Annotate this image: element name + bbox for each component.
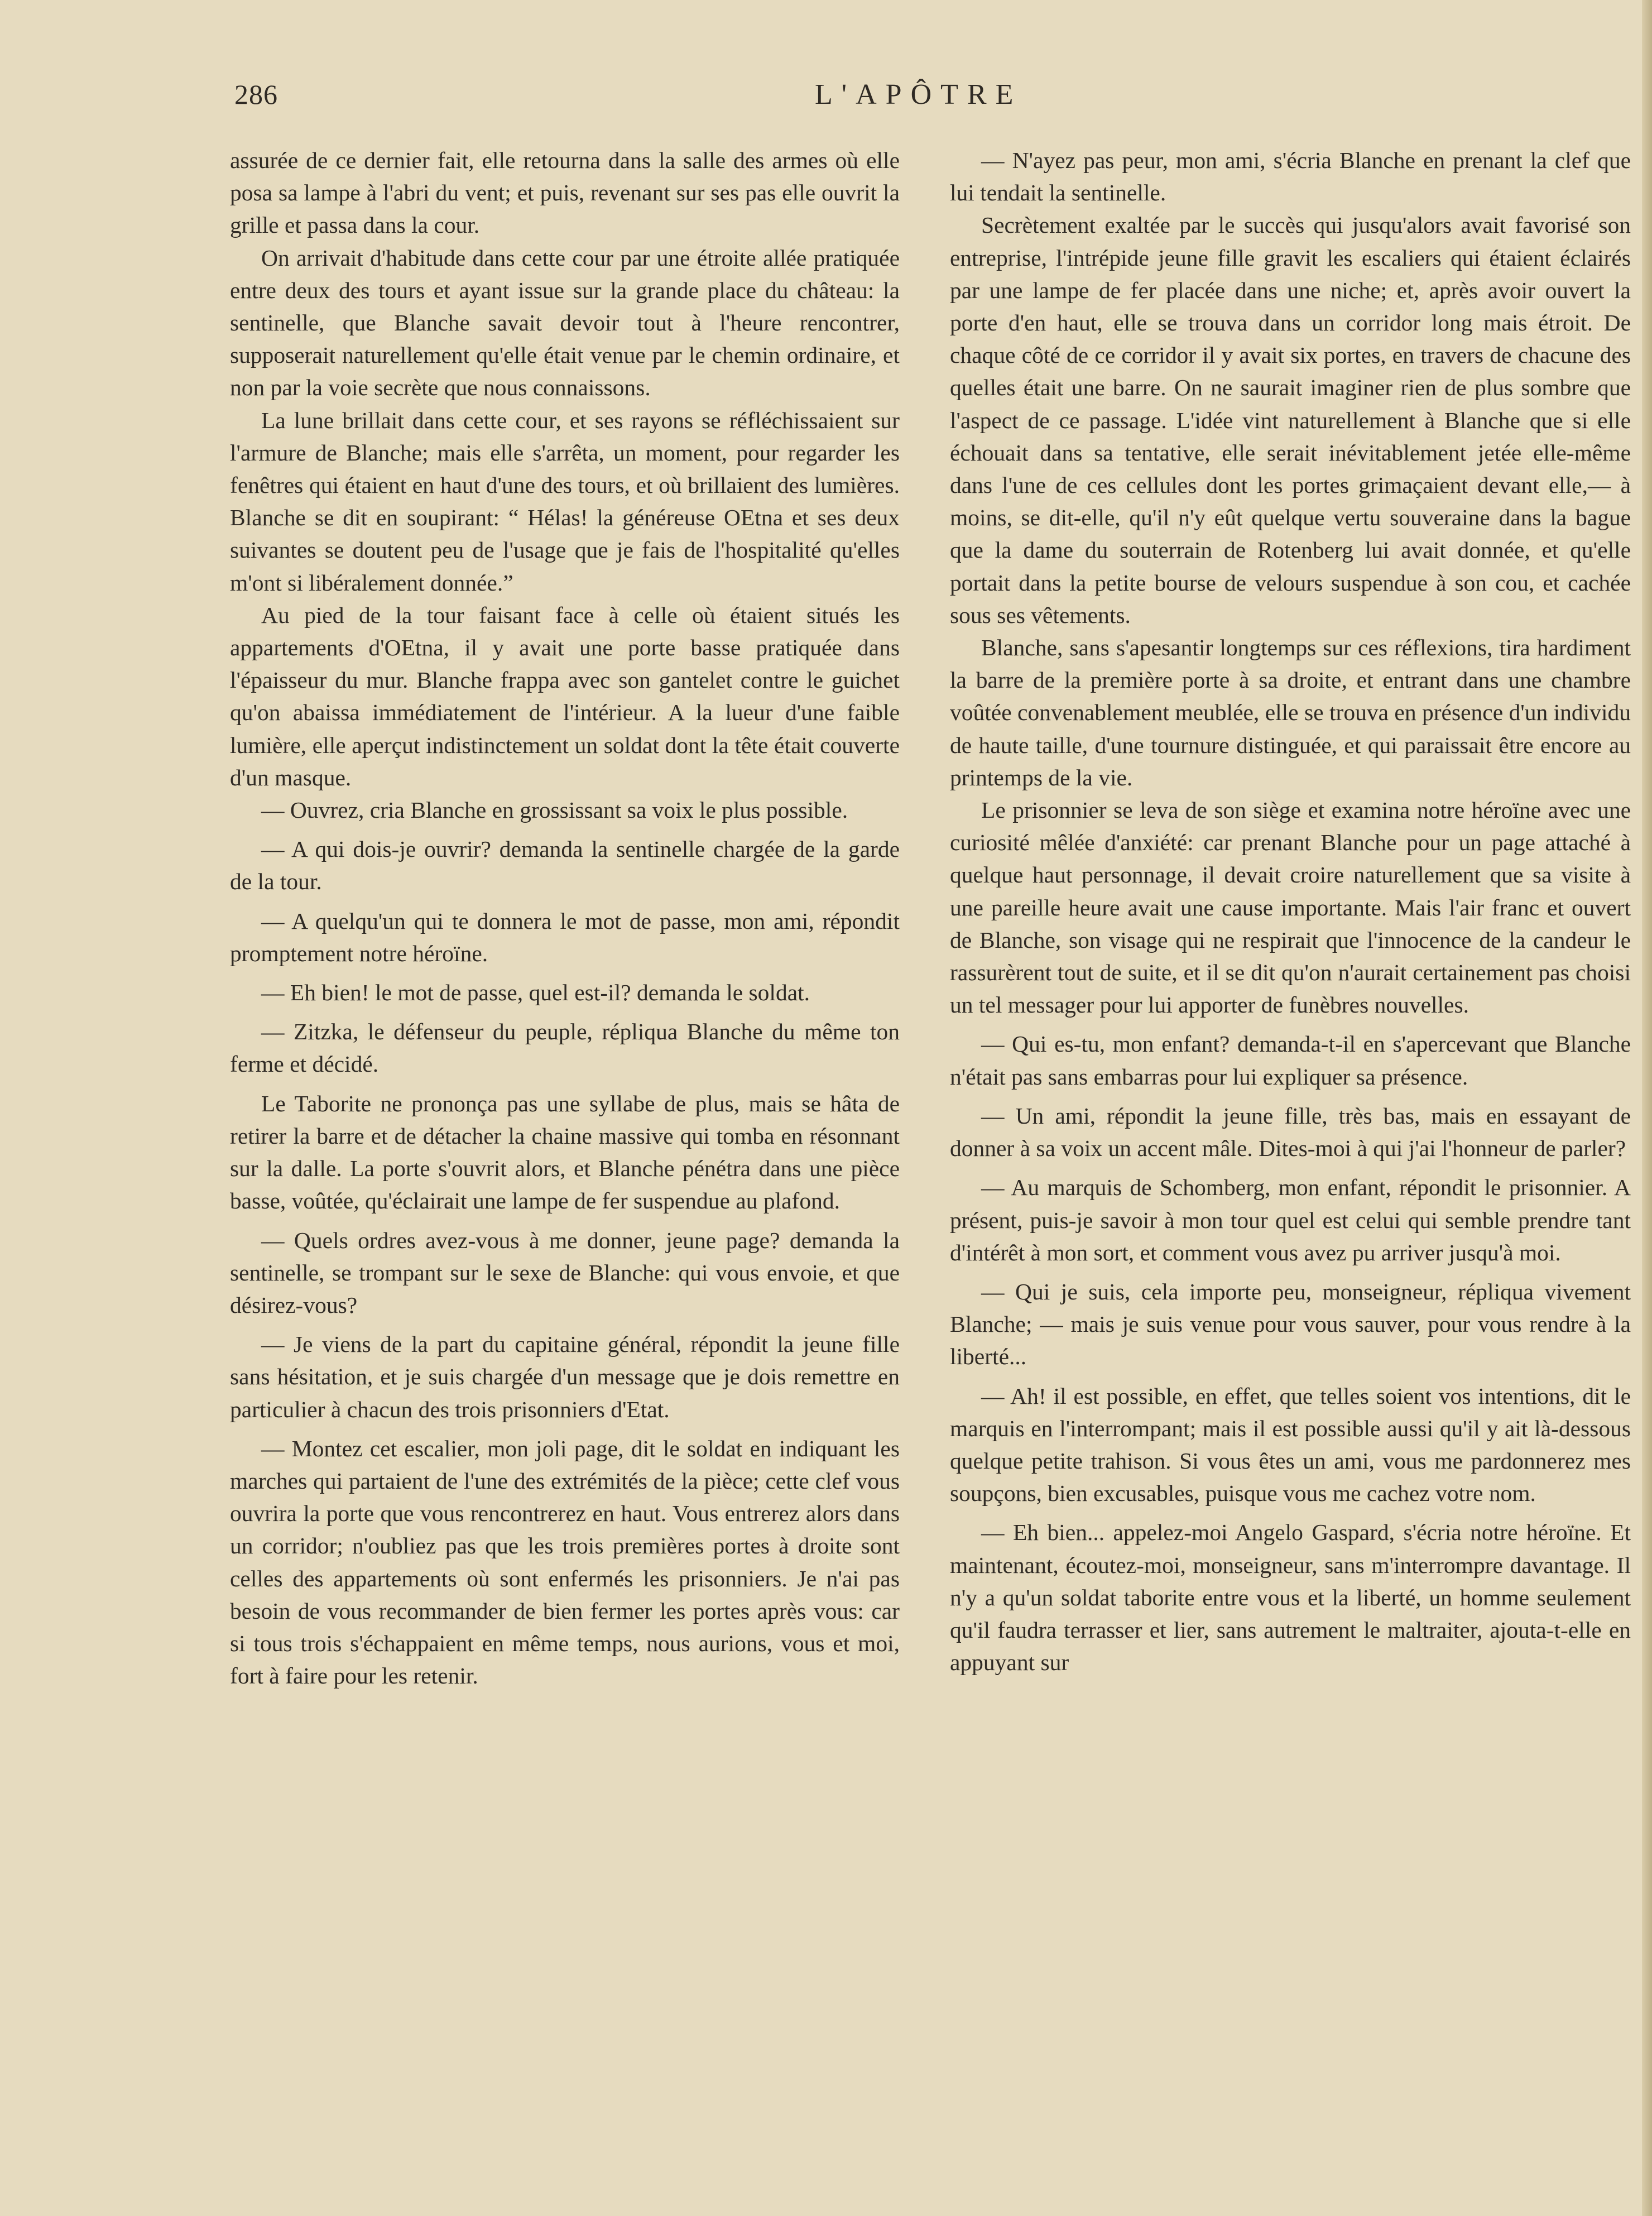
paragraph: Le Taborite ne prononça pas une syllabe de plus, mais se hâta de retirer la barre et de détacher la chaine massive qui tomba en résonnant sur la dalle. La porte s'ouvrit alors, et Blanche pénétra dans une pièce basse, voûtée, qu'éclairait une lampe de fer suspendue au plafond.	[230, 1090, 900, 1214]
paragraph: Le prisonnier se leva de son siège et examina notre héroïne avec une curiosité mêlée d'anxiété: car prenant Blanche pour un page attaché à quelque haut personnage, il devait croire naturellement que sa visite à une pareille heure avait une cause importante. Mais l'air franc et ouvert de Blanche, son visage qui ne respirait que l'innocence de la candeur le rassurèrent tout de suite, et il se dit qu'on n'aurait certainement pas choisi un tel messager pour lui apporter de funèbres nouvelles.	[950, 797, 1631, 1018]
right-column	[950, 144, 1631, 1678]
paragraph: — Eh bien! le mot de passe, quel est-il? demanda le soldat.	[261, 980, 810, 1006]
paragraph: assurée de ce dernier fait, elle retourna dans la salle des armes où elle posa sa lampe à l'abri du vent; et puis, revenant sur ses pas elle ouvrit la grille et passa dans la cour.	[230, 147, 900, 238]
paragraph: — Ah! il est possible, en effet, que telles soient vos intentions, dit le marquis en l'interrompant; mais il est possible aussi qu'il y ait là-dessous quelque petite trahison. Si vous êtes un ami, vous me pardonnerez mes soupçons, bien excusables, puisque vous me cachez votre nom.	[950, 1383, 1631, 1507]
paragraph: Blanche, sans s'apesantir longtemps sur ces réflexions, tira hardiment la barre de la première porte à sa droite, et entrant dans une chambre voûtée convenablement meublée, elle se trouva en présence d'un individu de haute taille, d'une tournure distinguée, et qui paraissait être encore au printemps de la vie.	[950, 635, 1631, 790]
paragraph: — Au marquis de Schomberg, mon enfant, répondit le prisonnier. A présent, puis-je savoir à mon tour quel est celui qui semble prendre tant d'intérêt à mon sort, et comment vous avez pu arriver jusqu'à moi.	[950, 1174, 1631, 1265]
paragraph: Secrètement exaltée par le succès qui jusqu'alors avait favorisé son entreprise, l'intrépide jeune fille gravit les escaliers qui étaient éclairés par une lampe de fer placée dans une niche; et, après avoir ouvert la porte d'en haut, elle se trouva dans un corridor long mais étroit. De chaque côté de ce corridor il y avait six portes, en travers de chacune des quelles était une barre. On ne saurait imaginer rien de plus sombre que l'aspect de ce passage. L'idée vint naturellement à Blanche que si elle échouait dans sa tentative, elle serait inévitablement jetée elle-même dans l'une de ces cellules dont les portes grimaçaient devant elle,— à moins, se dit-elle, qu'il n'y eût quelque vertu souveraine dans la bague que la dame du souterrain de Rotenberg lui avait donnée, et qu'elle portait dans la petite bourse de velours suspendue à son cou, et cachée sous ses vêtements.	[950, 212, 1631, 628]
paragraph: — Eh bien... appelez-moi Angelo Gaspard, s'écria notre héroïne. Et maintenant, écoutez-moi, monseigneur, sans m'interrompre davantage. Il n'y a qu'un soldat taborite entre vous et la liberté, un homme seulement qu'il faudra terrasser et lier, sans autrement le maltraiter, ajouta-t-elle en appuyant sur	[950, 1519, 1631, 1676]
paragraph: — Montez cet escalier, mon joli page, dit le soldat en indiquant les marches qui partaient de l'une des extrémités de la pièce; cette clef vous ouvrira la porte que vous rencontrerez en haut. Vous entrerez alors dans un corridor; n'oubliez pas que les trois premières portes à droite sont celles des appartements où sont enfermés les prisonniers. Je n'ai pas besoin de vous recommander de bien fermer les portes après vous: car si tous trois s'échappaient en même temps, nous aurions, vous et moi, fort à faire pour les retenir.	[230, 1435, 900, 1689]
page-header	[234, 78, 1607, 123]
paragraph: — A qui dois-je ouvrir? demanda la sentinelle chargée de la garde de la tour.	[230, 836, 900, 895]
running-title: L'APÔTRE	[815, 79, 1022, 111]
paragraph: — A quelqu'un qui te donnera le mot de passe, mon ami, répondit promptement notre héroïne.	[230, 908, 900, 966]
paragraph: — N'ayez pas peur, mon ami, s'écria Blanche en prenant la clef que lui tendait la sentinelle.	[950, 147, 1631, 206]
paragraph: — Qui es-tu, mon enfant? demanda-t-il en s'apercevant que Blanche n'était pas sans embarras pour lui expliquer sa présence.	[950, 1031, 1631, 1090]
paragraph: Au pied de la tour faisant face à celle où étaient situés les appartements d'OEtna, il y avait une porte basse pratiquée dans l'épaisseur du mur. Blanche frappa avec son gantelet contre le guichet qu'on abaissa immédiatement de l'intérieur. A la lueur d'une faible lumière, elle aperçut indistinctement un soldat dont la tête était couverte d'un masque.	[230, 602, 900, 790]
paragraph: — Ouvrez, cria Blanche en grossissant sa voix le plus possible.	[261, 797, 848, 823]
paragraph: — Zitzka, le défenseur du peuple, répliqua Blanche du même ton ferme et décidé.	[230, 1019, 900, 1077]
page-number: 286	[234, 79, 278, 110]
paragraph: — Un ami, répondit la jeune fille, très bas, mais en essayant de donner à sa voix un accent mâle. Dites-moi à qui j'ai l'honneur de parler?	[950, 1102, 1631, 1162]
left-column	[230, 144, 900, 1692]
paragraph: — Je viens de la part du capitaine général, répondit la jeune fille sans hésitation, et je suis chargée d'un message que je dois remettre en particulier à chacun des trois prisonniers d'Etat.	[230, 1331, 900, 1422]
paragraph: On arrivait d'habitude dans cette cour par une étroite allée pratiquée entre deux des tours et ayant issue sur la grande place du château: la sentinelle, que Blanche savait devoir tout à l'heure rencontrer, supposerait naturellement qu'elle était venue par le chemin ordinaire, et non par la voie secrète que nous connaissons.	[230, 244, 900, 401]
paragraph: — Quels ordres avez-vous à me donner, jeune page? demanda la sentinelle, se trompant sur le sexe de Blanche: qui vous envoie, et que désirez-vous?	[230, 1227, 900, 1318]
paragraph: — Qui je suis, cela importe peu, monseigneur, répliqua vivement Blanche; — mais je suis venue pour vous sauver, pour vous rendre à la liberté...	[950, 1278, 1631, 1370]
paragraph: La lune brillait dans cette cour, et ses rayons se réfléchissaient sur l'armure de Blanche; mais elle s'arrêta, un moment, pour regarder les fenêtres qui étaient en haut d'une des tours, et où brillaient des lumières. Blanche se dit en soupirant: “ Hélas! la généreuse OEtna et ses deux suivantes se doutent peu de l'usage que je fais de l'hospitalité qu'elles m'ont si libéralement donnée.”	[230, 407, 900, 596]
page-edge	[1642, 0, 1652, 2216]
